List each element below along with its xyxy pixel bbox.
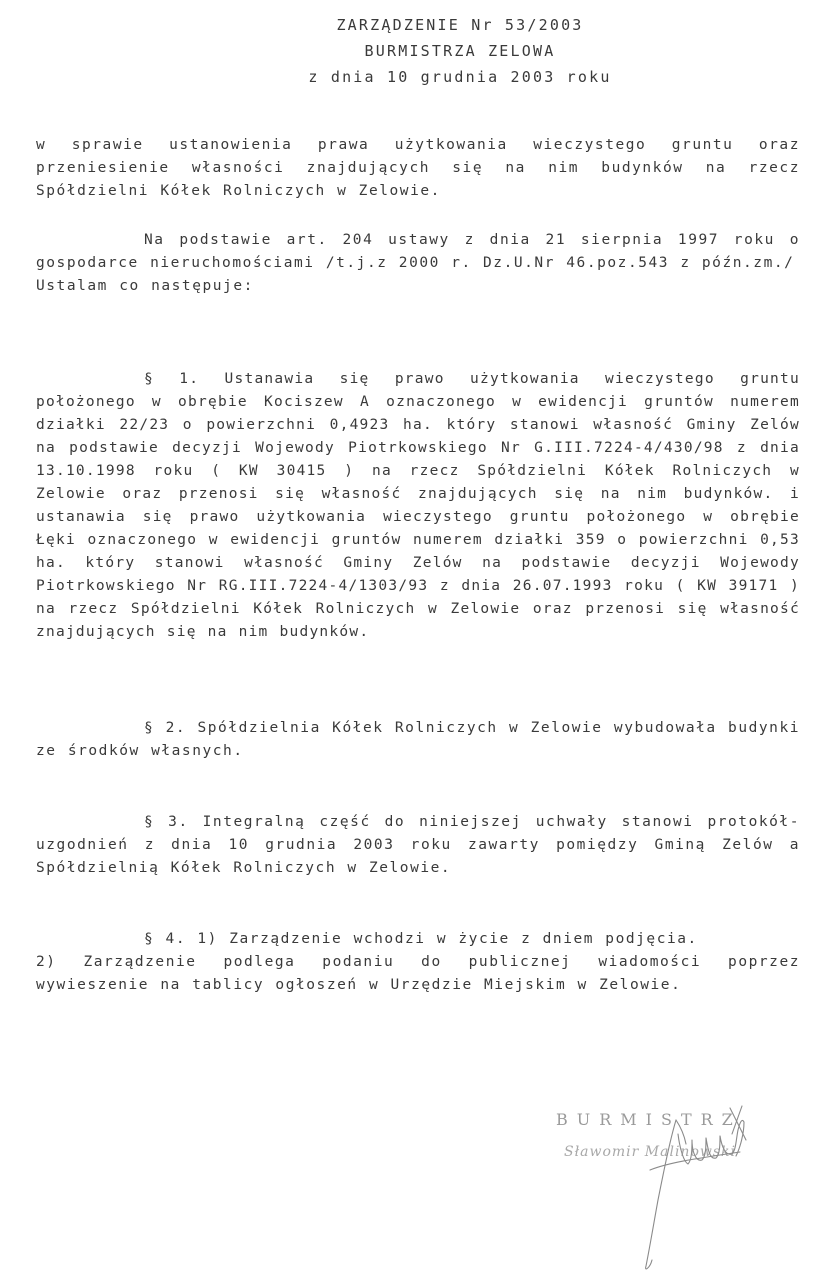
- issuer-title: BURMISTRZA ZELOWA: [364, 42, 556, 60]
- signature-block: [520, 1100, 820, 1272]
- decree-title: ZARZĄDZENIE Nr 53/2003: [336, 16, 584, 34]
- paragraph-2-text: § 2. Spółdzielnia Kółek Rolniczych w Zelowie wybudowała budynki ze środków własnych.: [36, 720, 800, 759]
- legal-basis-closing: Ustalam co następuje:: [36, 278, 254, 294]
- decree-date: z dnia 10 grudnia 2003 roku: [308, 68, 612, 86]
- legal-basis: [36, 229, 800, 298]
- paragraph-3-text: § 3. Integralną część do niniejszej uchwały stanowi protokół-uzgodnień z dnia 10 grudnia 2003 roku zawarty pomiędzy Gminą Zelów a Spółdzielnią Kółek Rolniczych w Zelowie.: [36, 814, 800, 876]
- legal-basis-text: Na podstawie art. 204 ustawy z dnia 21 sierpnia 1997 roku o gospodarce nieruchomościami /t.j.z 2000 r. Dz.U.Nr 46.poz.543 z późn.zm./: [36, 232, 800, 271]
- paragraph-1: [36, 368, 800, 644]
- decree-subject: w sprawie ustanowienia prawa użytkowania wieczystego gruntu oraz przeniesienie własności znajdujących się na nim budynków na rzecz Spółdzielni Kółek Rolniczych w Zelowie.: [36, 137, 800, 199]
- document-header: [0, 12, 830, 90]
- signatory-title: BURMISTRZ: [556, 1110, 742, 1129]
- paragraph-4-line-1: § 4. 1) Zarządzenie wchodzi w życie z dniem podjęcia.: [144, 931, 698, 947]
- paragraph-1-text: § 1. Ustanawia się prawo użytkowania wieczystego gruntu położonego w obrębie Kociszew A oznaczonego w ewidencji gruntów numerem działki 22/23 o powierzchni 0,4923 ha. który stanowi własność Gminy Zelów na podstawie decyzji Wojewody Piotrkowskiego Nr G.III.7224-4/430/98 z dnia 13.10.1998 roku ( KW 30415 ) na rzecz Spółdzielni Kółek Rolniczych w Zelowie oraz przenosi się własność znajdujących się na nim budynków. i ustanawia się prawo użytkowania wieczystego gruntu położonego w obrębie Łęki oznaczonego w ewidencji gruntów numerem działki 359 o powierzchni 0,53 ha. który stanowi własność Gminy Zelów na podstawie decyzji Wojewody Piotrkowskiego Nr RG.III.7224-4/1303/93 z dnia 26.07.1993 roku ( KW 39171 ) na rzecz Spółdzielni Kółek Rolniczych w Zelowie oraz przenosi się własność znajdujących się na nim budynków.: [36, 371, 800, 640]
- paragraph-4-line-2: 2) Zarządzenie podlega podaniu do publicznej wiadomości poprzez wywieszenie na tablicy ogłoszeń w Urzędzie Miejskim w Zelowie.: [36, 954, 800, 993]
- paragraph-4: [36, 928, 800, 997]
- signatory-name-stamp: Sławomir Malinowski: [564, 1144, 736, 1160]
- paragraph-3: [36, 811, 800, 880]
- paragraph-2: [36, 717, 800, 763]
- handwritten-signature: [580, 1100, 770, 1272]
